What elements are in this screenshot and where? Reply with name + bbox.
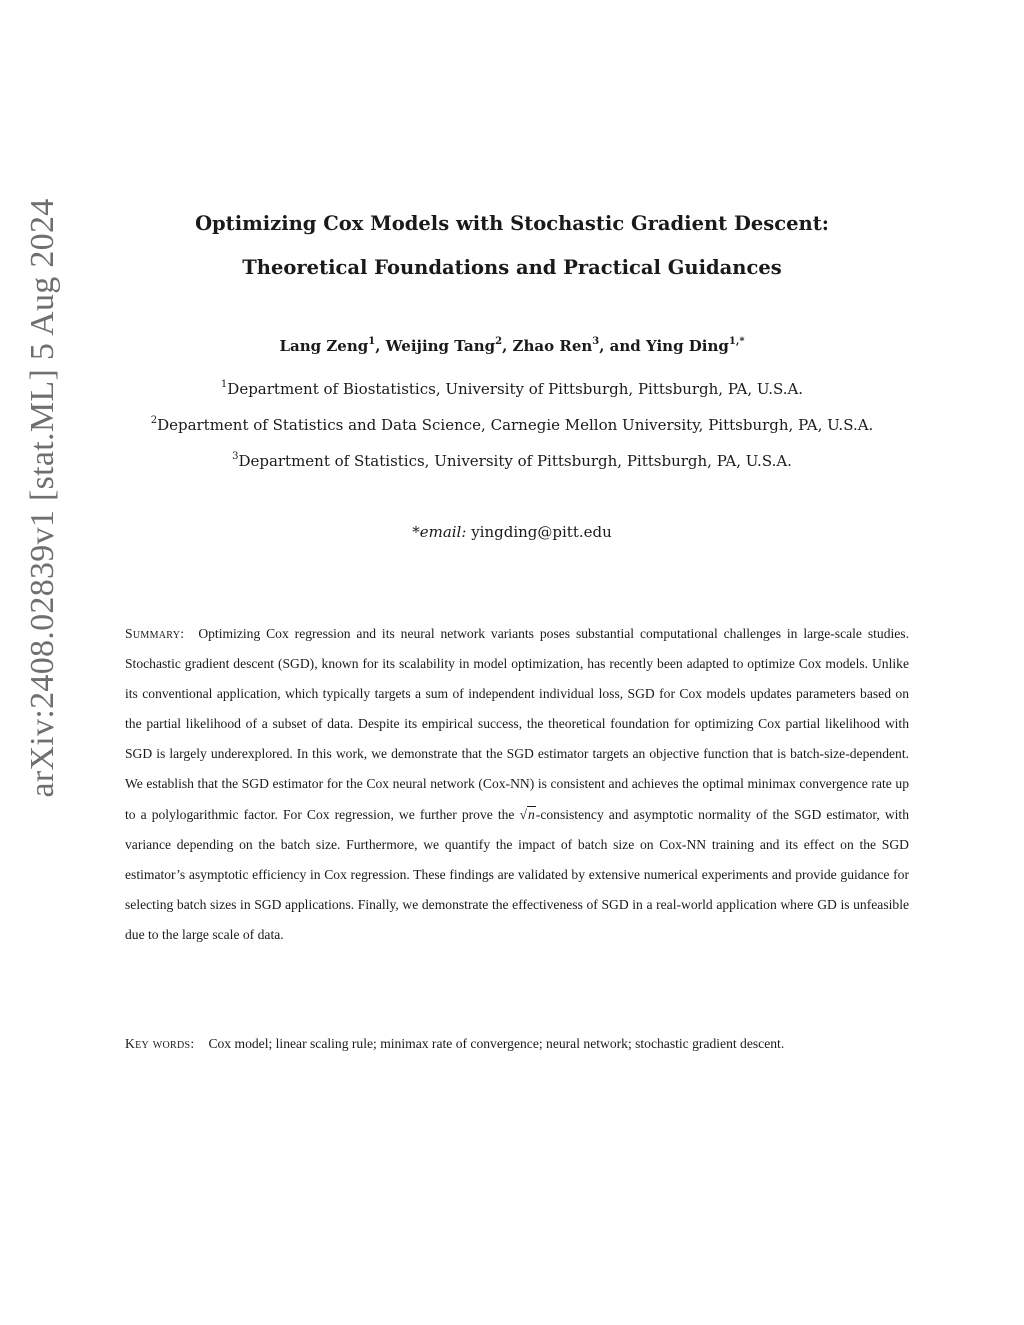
affiliation-3: $^3$Department of Statistics, University of Pittsburgh, Pittsburgh, PA, U.S.A. — [232, 451, 792, 470]
email-label: email: — [419, 523, 467, 541]
corresponding-email: *email: yingding@pitt.edu — [412, 523, 612, 541]
summary-abstract — [125, 619, 909, 950]
author-mark: 1,* — [728, 336, 745, 347]
sqrt-n-symbol: √n — [519, 806, 535, 822]
summary-label: Summary: — [125, 626, 185, 641]
summary-text-part1: Optimizing Cox regression and its neural network variants poses substantial computational challenges in large-scale studies. Stochastic gradient descent (SGD), known for its scalability in model optimization, has recently been adapted to optimize Cox models. Unlike its conventional application, which typically targets a sum of independent individual loss, SGD for Cox models updates parameters based on the partial likelihood of a subset of data. Despite its empirical success, the theoretical foundation for optimizing Cox partial likelihood with SGD is largely underexplored. In this work, we demonstrate that the SGD estimator targets an objective function that is batch-size-dependent. We establish that the SGD estimator for the Cox neural network (Cox-NN) is consistent and achieves the optimal minimax convergence rate up to a polylogarithmic factor. For Cox regression, we further prove the — [125, 626, 909, 822]
paper-title-line-2: Theoretical Foundations and Practical Guidances — [242, 256, 782, 279]
keywords-label: Key words: — [125, 1036, 195, 1051]
keywords-section — [125, 1029, 909, 1059]
email-address[interactable]: yingding@pitt.edu — [471, 523, 612, 541]
summary-text-part2: -consistency and asymptotic normality of the SGD estimator, with variance depending on the batch size. Furthermore, we quantify the impact of batch size on Cox-NN training and its effect on the SGD estimator’s asymptotic efficiency in Cox regression. These findings are validated by extensive numerical experiments and provide guidance for selecting batch sizes in SGD applications. Finally, we demonstrate the effectiveness of SGD in a real-world application where GD is unfeasible due to the large scale of data. — [125, 806, 909, 942]
paper-title-line-1: Optimizing Cox Models with Stochastic Gradient Descent: — [195, 212, 829, 235]
affiliation-1: $^1$Department of Biostatistics, University of Pittsburgh, Pittsburgh, PA, U.S.A. — [220, 379, 804, 398]
author-list: Lang Zeng$^1$, Weijing Tang$^2$, Zhao Ren$^3$, and Ying Ding$^{1,*}$ — [279, 336, 745, 355]
author-name: Ying Ding — [646, 337, 729, 355]
author-mark: 3 — [592, 336, 600, 347]
author-name: Lang Zeng — [279, 337, 369, 355]
author-mark: 1 — [368, 336, 376, 347]
author-name: Weijing Tang — [385, 337, 496, 355]
author-name: Zhao Ren — [512, 337, 593, 355]
keywords-text: Cox model; linear scaling rule; minimax rate of convergence; neural network; stochastic gradient descent. — [208, 1036, 785, 1051]
affiliation-2: $^2$Department of Statistics and Data Science, Carnegie Mellon University, Pittsburgh, PA, U.S.A. — [150, 415, 874, 434]
arxiv-identifier-sidebar — [18, 50, 68, 945]
arxiv-identifier: arXiv:2408.02839v1 [stat.ML] 5 Aug 2024 — [24, 197, 61, 798]
author-mark: 2 — [495, 336, 503, 347]
